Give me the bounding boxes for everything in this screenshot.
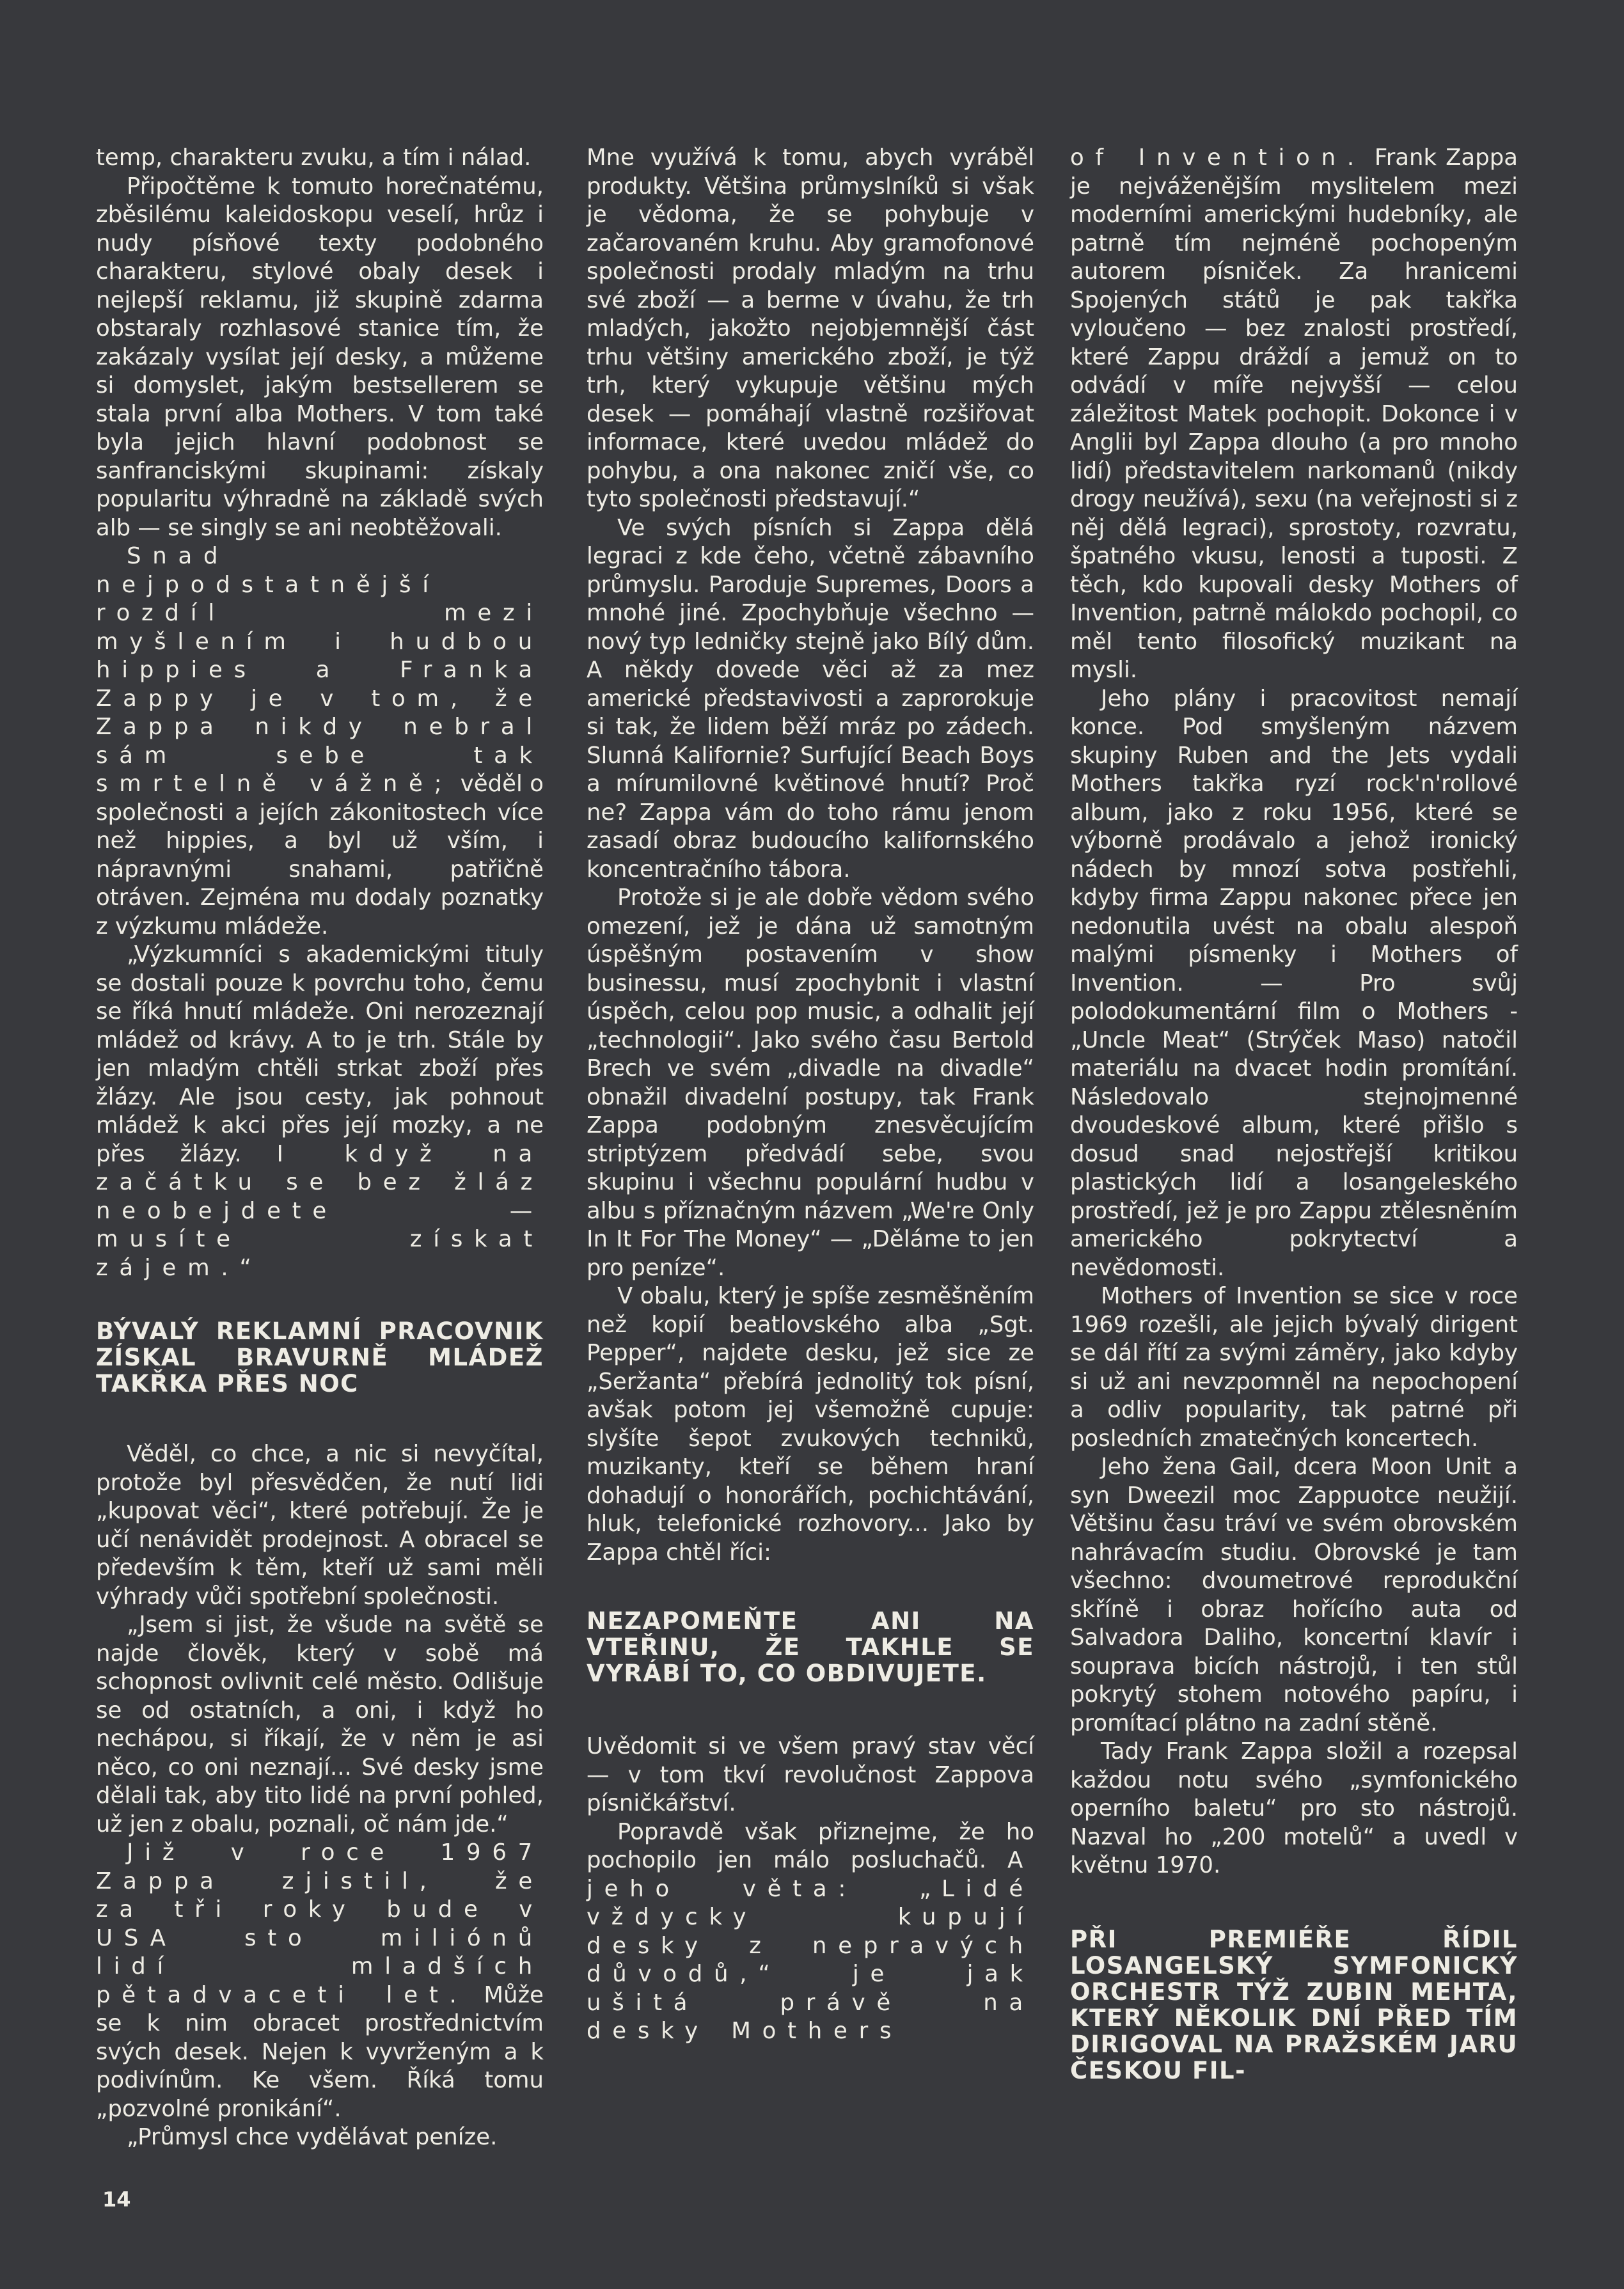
spaced-emphasis-text: Snad nejpodstatnější rozdíl mezi myšlením i hudbou hippies a Franka Zappy je v tom, že Zappa nikdy nebral sám sebe tak smrtelně vážně; [96,543,544,797]
paragraph-text: věděl o společnosti a jejích zákonitostech více než hippies, a byl už vším, i nápravnými snahami, patřičně otráven. Zejména mu dodaly poznatky z výzkumu mládeže. [96,771,544,940]
paragraph [96,542,544,941]
paragraph: Jeho žena Gail, dcera Moon Unit a syn Dweezil moc Zappuotce neužijí. Většinu času tráví ve svém obrovském nahrávacím studiu. Obrovské je tam všechno: dvoumetrové reprodukční skříně i obraz hořícího auta od Salvadora Daliho, koncertní klavír i souprava bicích nástrojů, i ten stůl pokrytý stohem notového papíru, i promítací plátno na zadní stěně. [1070,1454,1518,1736]
spaced-emphasis-text: I když na začátku se bez žláz neobejdete — musíte získat zájem.“ [96,1140,544,1281]
text-column-2 [587,144,1034,2046]
paragraph [96,1839,544,2123]
paragraph: Protože si je ale dobře vědom svého omezení, jež je dána už samotným úspěšným postavením v show businessu, musí zpochybnit i vlastní úspěch, celou pop music, a odhalit její „technologii“. Jako svého času Bertold Brech ve svém „divadle na divadle“ obnažil divadelní postupy, tak Frank Zappa podobným znesvěcujícím striptýzem předvádí sebe, svou skupinu i všechnu populární hudbu v albu s příznačným názvem „We're Only In It For The Money“ — „Děláme to jen pro peníze“. [587,885,1034,1281]
spaced-emphasis-text: A jeho věta: „Lidé vždycky kupují desky z nepravých důvodů,“ je jak ušitá právě na desky Mothers [587,1847,1034,2044]
paragraph: Ve svých písních si Zappa dělá legraci z kde čeho, včetně zábavního průmyslu. Paroduje Supremes, Doors a mnohé jiné. Zpochybňuje všechno — nový typ ledničky stejně jako Bílý dům. A někdy dovede věci až za mez americké představivosti a zaprorokuje si tak, že lidem běží mráz po zádech. Slunná Kalifornie? Surfující Beach Boys a mírumilovné květinové hnutí? Proč ne? Zappa vám do toho rámu jenom zasadí obraz budoucího kalifornského koncentračního tábora. [587,514,1034,883]
paragraph: „Průmysl chce vydělávat peníze. [127,2124,498,2150]
section-heading: PŘI PREMIÉŘE ŘÍDIL LOSANGELSKÝ SYMFONICKÝ ORCHESTR TÝŽ ZUBIN MEHTA, KTERÝ NĚKOLIK DNÍ PŘED TÍM DIRIGOVAL NA PRAŽSKÉM JARU ČESKOU FIL- [1070,1925,1518,2084]
paragraph: Tady Frank Zappa složil a rozepsal každou notu svého „symfonického operního baletu“ pro sto nástrojů. Nazval ho „200 motelů“ a uvedl v květnu 1970. [1070,1738,1518,1878]
paragraph: Mne využívá k tomu, abych vyráběl produkty. Většina průmyslníků si však je vědoma, že se pohybuje v začarovaném kruhu. Aby gramofonové společnosti prodaly mladým na trhu své zboží — a berme v úvahu, že trh mladých, jakožto nejobjemnější část trhu většiny amerického zboží, je týž trh, který vykupuje většinu mých desek — pomáhají vlastně rozšiřovat informace, které uvedou mládež do pohybu, a ona nakonec zničí vše, co tyto společnosti představují.“ [587,145,1034,512]
paragraph: temp, charakteru zvuku, a tím i nálad. [96,145,532,171]
paragraph: Uvědomit si ve všem pravý stav věcí — v tom tkví revolučnost Zappova písničkářství. [587,1733,1034,1816]
paragraph: Jeho plány i pracovitost nemají konce. Pod smyšleným názvem skupiny Ruben and the Jets vydali Mothers takřka ryzí rock'n'rollové album, jako z roku 1956, které se výborně prodávalo a jehož ironický nádech by mnozí sotva postřehli, kdyby firma Zappu nakonec přece jen nedonutila uvést na obalu alespoň malými písmenky i Mothers of Invention. — Pro svůj polodokumentární film o Mothers - „Uncle Meat“ (Strýček Maso) natočil materiálu na dvacet hodin promítání. Následovalo stejnojmenné dvoudeskové album, které přišlo s dosud snad nejostřejší kritikou plastických lidí a losangeleského prostředí, jež je pro Zappu ztělesněním amerického pokrytectví a nevědomosti. [1070,685,1518,1281]
paragraph: V obalu, který je spíše zesměšněním než kopií beatlovského alba „Sgt. Pepper“, najdete desku, jež sice ze „Seržanta“ přebírá jednolitý tok písní, avšak potom jej všemožně cupuje: slyšíte šepot zvukových techniků, muzikanty, kteří se během hraní dohadují o honorářích, pochichtávání, hluk, telefonické rozhovory... Jako by Zappa chtěl říci: [587,1283,1034,1566]
paragraph-text: Frank Zappa je nejváženějším myslitelem mezi moderními americkými hudebníky, ale patrně tím nejméně pochopeným autorem písniček. Za hranicemi Spojených států je pak takřka vyloučeno — bez znalosti prostředí, které Zappu dráždí a jemuž on to odvádí v míře nejvyšší — celou záležitost Matek pochopit. Dokonce i v Anglii byl Zappa dlouho (a pro mnoho lidí) představitelem narkomanů (nikdy drogy neužívá), sexu (na veřejnosti si z něj dělá legraci), sprostoty, rozvratu, špatného vkusu, lenosti a tuposti. Z těch, kdo kupovali desky Mothers of Invention, patrně málokdo pochopil, co měl tento filosofický muzikant na mysli. [1070,145,1518,683]
section-heading: BÝVALÝ REKLAMNÍ PRACOVNIK ZÍSKAL BRAVURNĚ MLÁDEŽ TAKŘKA PŘES NOC [96,1318,544,1397]
page-number: 14 [102,2187,131,2212]
paragraph: Mothers of Invention se sice v roce 1969 rozešli, ale jejich bývalý dirigent se dál řítí za svými záměry, jako kdyby si už ani nevzpomněl na nepochopení a odliv popularity, tak patrné při posledních zmatečných koncertech. [1070,1283,1518,1452]
paragraph [587,1818,1034,2046]
paragraph-text: Popravdě však přiznejme, že ho pochopilo jen málo posluchačů. [587,1818,1034,1873]
paragraph: Připočtěme k tomuto horečnatému, zběsilému kaleidoskopu veselí, hrůz i nudy písňové texty podobného charakteru, stylové obaly desek i nejlepší reklamu, již skupině zdarma obstaraly rozhlasové stanice tím, že zakázaly vysílat její desky, a můžeme si domyslet, jakým bestsellerem se stala první alba Mothers. V tom také byla jejich hlavní podobnost se sanfranciskými skupinami: získaly popularitu výhradně na základě svých alb — se singly se ani neobtěžovali. [96,173,544,541]
paragraph: Věděl, co chce, a nic si nevyčítal, protože byl přesvědčen, že nutí lidi „kupovat věci“, které potřebují. Že je učí nenávidět prodejnost. A obracel se především k těm, kteří už sami měli výhrady vůči spotřební společnosti. [96,1441,544,1610]
text-column-3 [1070,144,1518,2084]
paragraph [96,941,544,1282]
quote-text: „Výzkumníci s akademickými tituly se dostali pouze k povrchu toho, čemu se říká hnutí mládeže. Oni nerozeznají mládež od krávy. A to je trh. Stále by jen mladým chtěli strkat zboží přes žlázy. Ale jsou cesty, jak pohnout mládež k akci přes její mozky, a ne přes žlázy. [96,941,544,1167]
paragraph: „Jsem si jist, že všude na světě se najde člověk, který v sobě má schopnost ovlivnit celé město. Odlišuje se od ostatních, a oni, i když ho nechápou, si říkají, že v něm je asi něco, co oni neznají... Své desky jsme dělali tak, aby tito lidé na první pohled, už jen z obalu, poznali, oč nám jde.“ [96,1612,544,1837]
paragraph [1070,144,1518,685]
spaced-emphasis-text: of Invention. [1070,145,1366,171]
spaced-emphasis-text: Již v roce 1967 Zappa zjistil, že za tři roky bude v USA sto miliónů lidí mladších pětadvaceti let. [96,1839,544,2008]
text-column-1 [96,144,544,2152]
section-heading: NEZAPOMEŇTE ANI NA VTEŘINU, ŽE TAKHLE SE VYRÁBÍ TO, CO OBDIVUJETE. [587,1607,1034,1687]
paragraph-text: Může se k nim obracet prostřednictvím svých desek. Nejen k vyvrženým a k podivínům. Ke všem. Říká tomu „pozvolné pronikání“. [96,1981,544,2122]
